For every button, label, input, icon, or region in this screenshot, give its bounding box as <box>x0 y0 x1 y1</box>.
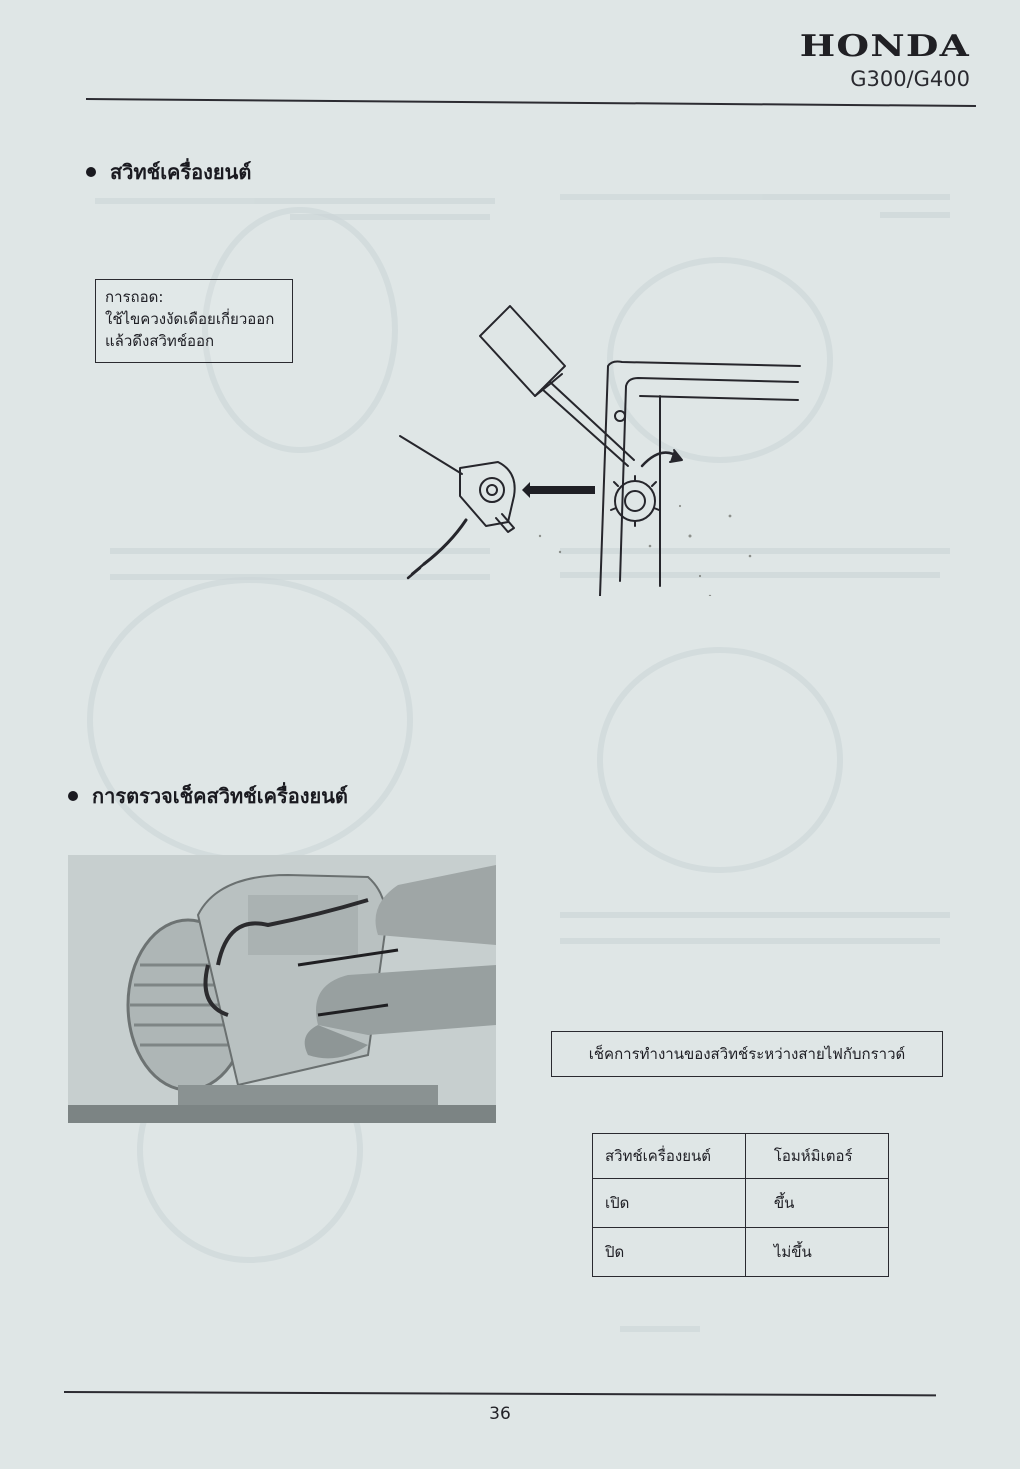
footer-divider <box>64 1391 936 1396</box>
bullet-icon <box>68 791 78 801</box>
removal-note-line: ใช้ไขควงงัดเดือยเกี่ยวออก <box>105 310 275 328</box>
ohmmeter-table <box>592 1133 889 1277</box>
engine-switch-check-photo <box>68 855 496 1123</box>
instruction-box: เช็คการทำงานของสวิทช์ระหว่างสายไฟกับกราวด์ <box>551 1031 943 1077</box>
removal-note-box <box>95 279 293 363</box>
model-label: G300/G400 <box>850 67 970 91</box>
table-cell: ไม่ขึ้น <box>745 1228 888 1277</box>
table-cell: เปิด <box>593 1179 746 1228</box>
bullet-icon <box>86 167 96 177</box>
table-header-row <box>593 1134 889 1179</box>
section-heading-text: สวิทช์เครื่องยนต์ <box>110 160 252 184</box>
section-heading-switch-check <box>68 780 348 812</box>
table-header-switch: สวิทช์เครื่องยนต์ <box>593 1134 746 1179</box>
removal-note-line: แล้วดึงสวิทช์ออก <box>105 332 215 350</box>
page-number: 36 <box>489 1404 511 1424</box>
table-header-ohmmeter: โอมห์มิเตอร์ <box>745 1134 888 1179</box>
brand-header <box>750 30 970 92</box>
switch-body <box>460 462 515 526</box>
removal-note-title: การถอด: <box>105 288 164 306</box>
honda-logo: HONDA <box>799 29 970 64</box>
screwdriver-removal-illustration <box>390 296 810 596</box>
table-row <box>593 1179 889 1228</box>
section-heading-engine-switch <box>86 156 251 188</box>
table-row <box>593 1228 889 1277</box>
screwdriver-shaft <box>542 389 628 466</box>
section-heading-text: การตรวจเช็คสวิทช์เครื่องยนต์ <box>92 784 348 808</box>
table-cell: ขึ้น <box>745 1179 888 1228</box>
arrow-icon <box>522 482 595 498</box>
table-cell: ปิด <box>593 1228 746 1277</box>
header-divider <box>86 98 976 107</box>
